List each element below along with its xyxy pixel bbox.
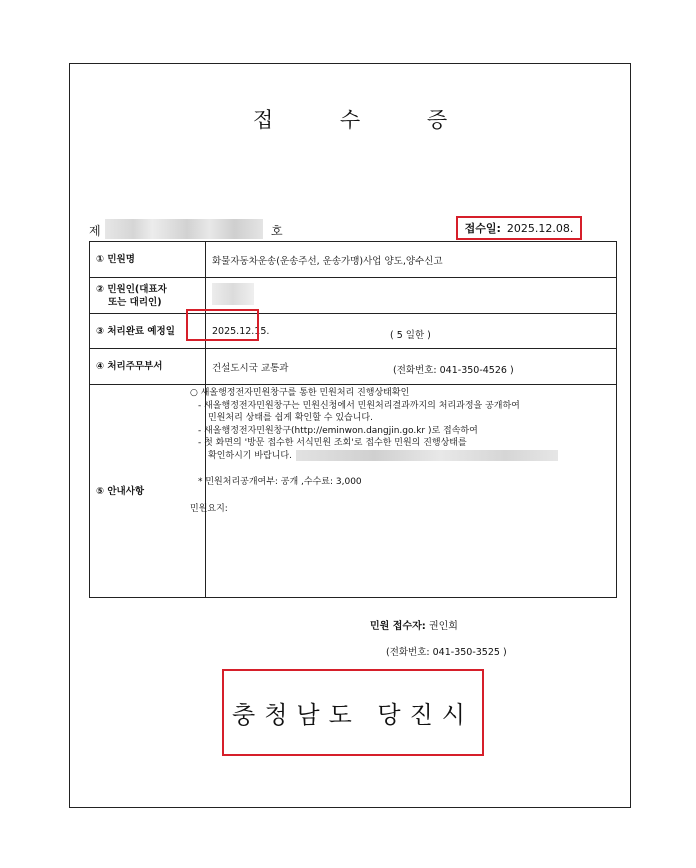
row-value-due-date: 2025.12.15. [206, 314, 617, 349]
row-value-department: 건설도시국 교통과 [206, 349, 617, 385]
number-suffix: 호 [271, 224, 283, 238]
row-label-due-date: ③ 처리완료 예정일 [90, 314, 206, 349]
receiver-label: 민원 접수자: [370, 621, 426, 632]
number-prefix: 제 [89, 224, 101, 238]
receipt-date-box [456, 216, 582, 240]
table-row [90, 349, 617, 385]
applicant-label-line2: 또는 대리인) [108, 296, 162, 308]
guidance-line: - 새올행정전자민원창구는 민원신청에서 민원처리결과까지의 처리과정을 공개하여 [198, 400, 520, 411]
guidance-text [190, 387, 610, 515]
applicant-label-line1: ② 민원인(대표자 [96, 283, 167, 295]
redacted-number [105, 219, 263, 239]
guidance-line-with-redaction [190, 450, 610, 463]
receipt-document [69, 63, 631, 808]
guidance-line: - 새올행정전자민원창구(http://eminwon.dangjin.go.kr )로 접속하여 [198, 425, 478, 436]
row-label-department: ④ 처리주무부서 [90, 349, 206, 385]
receipt-date: 2025.12.08. [506, 221, 574, 235]
document-title: 접 수 증 [252, 108, 478, 132]
row-label-complaint: ① 민원명 [90, 242, 206, 278]
redacted-url [296, 450, 558, 461]
receiver-line [370, 617, 458, 632]
table-row [90, 242, 617, 278]
issuer-box: 충청남도 당진시 [222, 669, 484, 756]
department-phone: (전화번호: 041-350-4526 ) [393, 365, 514, 376]
table-row [90, 278, 617, 314]
guidance-line: 민원처리 상태를 쉽게 확인할 수 있습니다. [208, 413, 373, 423]
disclosure-line: * 민원처리공개여부: 공개 ,수수료: 3,000 [198, 477, 362, 487]
summary-label: 민원요지: [190, 503, 228, 514]
guidance-line: 확인하시기 바랍니다. [208, 450, 292, 461]
row-value-complaint: 화물자동차운송(운송주선, 운송가맹)사업 양도,양수신고 [206, 242, 617, 278]
guidance-line: - 첫 화면의 '방문 접수한 서식민원 조회'로 접수한 민원의 진행상태를 [198, 438, 467, 448]
row-label-guidance: ⑤ 안내사항 [90, 385, 206, 598]
due-date-highlight [186, 309, 259, 341]
receiver-phone: (전화번호: 041-350-3525 ) [386, 647, 507, 658]
processing-days: ( 5 일한 ) [390, 330, 431, 341]
redacted-applicant [212, 283, 254, 305]
row-value-applicant [206, 278, 617, 314]
guidance-line: ○ 새올행정전자민원창구를 통한 민원처리 진행상태확인 [190, 388, 410, 398]
receipt-date-label: 접수일: [464, 222, 501, 235]
receiver-name: 권인희 [428, 621, 458, 632]
table-row [90, 314, 617, 349]
